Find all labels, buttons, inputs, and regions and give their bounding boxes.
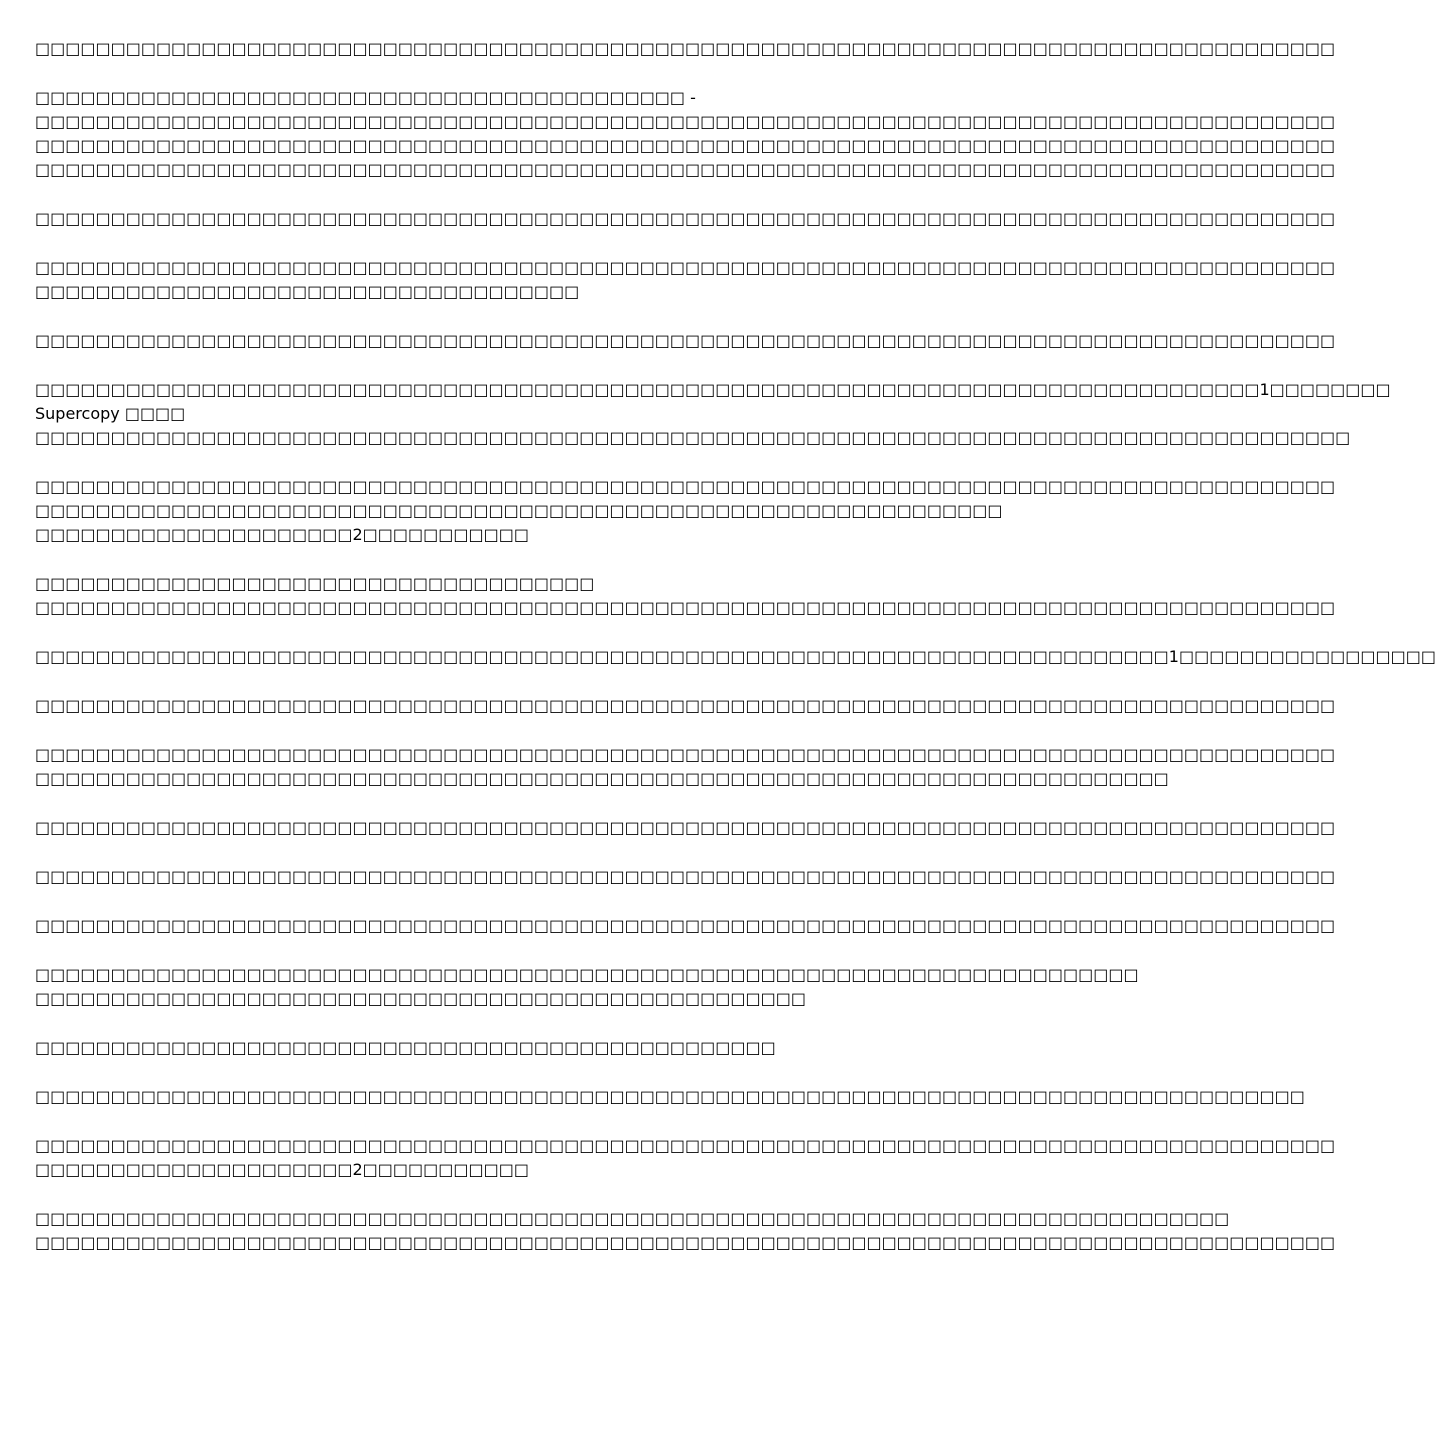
paragraph — [35, 207, 1336, 231]
document-body — [35, 37, 1436, 1280]
paragraph — [35, 1207, 1336, 1255]
paragraph — [35, 37, 1336, 61]
paragraph — [35, 694, 1336, 718]
text-line: □□□□□□□□□□□□□□□□□□□□□□□□□□□□□□□□□□□□□□□□□□□□□□□□□□□□□□□□□□□□□□□□□□□□□□□□□□□□□□□□□□□□□□ — [35, 696, 1336, 715]
text-line: □□□□□□□□□□□□□□□□□□□□□□□□□□□□□□□□□□□□□□□□□□□□□□□□□□□□□□□□□□□□□□□□□□□□□□□□□□□□□□□ — [35, 1209, 1230, 1228]
paragraph — [35, 743, 1336, 791]
text-line: □□□□□□□□□□□□□□□□□□□□□□□□□□□□□□□□□□□□ — [35, 282, 580, 301]
paragraph — [35, 572, 1336, 620]
paragraph — [35, 256, 1336, 304]
paragraph — [35, 378, 1391, 450]
text-line: □□□□□□□□□□□□□□□□□□□□□□□□□□□□□□□□□□□□□□□□□□□□□□□□□□□□□□□□□□□□□□□□□□□□□□□□□□□□□□□□□□□□□□ — [35, 331, 1336, 350]
text-line: □□□□□□□□□□□□□□□□□□□□□□□□□□□□□□□□□□□□□□□□□□□□□□□□□□□□□□□□□□□□□□□□□□□□□□□□□□□□□□□□□□□□□□ — [35, 39, 1336, 58]
text-line: □□□□□□□□□□□□□□□□□□□□□□□□□□□□□□□□□□□□□□□□□□□□□□□□□□□□□□□□□□□□□□□□□□□□□□□□□□□□□□□□□□□□□□ — [35, 745, 1336, 764]
paragraph — [35, 816, 1336, 840]
text-line: □□□□□□□□□□□□□□□□□□□□□□□□□□□□□□□□□□□□□□□□□□□□□□□□□□□□□□□□□□□□□□□□□□□□□□□□□□□□□□□□□□□□□□ — [35, 867, 1336, 886]
text-line: □□□□□□□□□□□□□□□□□□□□□□□□□□□□□□□□□□□□□□□□□□□□□□□□□□□□□□□□□□□□□□□□□□□□□□□□□□□□□□□□□□□□□□ — [35, 916, 1336, 935]
text-line: □□□□□□□□□□□□□□□□□□□□□□□□□□□□□□□□□□□□□□□□□□□□□□□□□□□□□□□□□□□□□□□□□□□□□□□□□ — [35, 965, 1139, 984]
text-line: □□□□□□□□□□□□□□□□□□□□□□□□□□□□□□□□□□□□□□□□□□□□□□□□□□□□□□□□□□□□□□□□□□□□□□□□□□□1□□□□□□□□□□□□□□□□□ — [35, 647, 1436, 666]
paragraph — [35, 1134, 1336, 1182]
text-line: □□□□□□□□□□□□□□□□□□□□□□□□□□□□□□□□□□□□□□□□□□□□□□□□□ — [35, 1038, 776, 1057]
paragraph — [35, 475, 1336, 547]
paragraph — [35, 865, 1336, 889]
text-line: □□□□□□□□□□□□□□□□□□□□□□□□□□□□□□□□□□□□□□□□□□□□□□□□□□□□□□□□□□□□□□□□□□□□□□□□□□□ — [35, 769, 1169, 788]
text-line: □□□□□□□□□□□□□□□□□□□□□□□□□□□□□□□□□□□□□□□□□□□□□□□□□□□□□□□□□□□□□□□□ — [35, 501, 1003, 520]
text-line: □□□□□□□□□□□□□□□□□□□□□□□□□□□□□□□□□□□□□ — [35, 574, 595, 593]
paragraph — [35, 86, 1336, 182]
text-line: □□□□□□□□□□□□□□□□□□□□□□□□□□□□□□□□□□□□□□□□□□□□□□□□□□□□□□□□□□□□□□□□□□□□□□□□□□□□□□□□□□□□□□ — [35, 160, 1336, 179]
text-line: □□□□□□□□□□□□□□□□□□□□□□□□□□□□□□□□□□□□□□□□□□□□□□□□□□□□□□□□□□□□□□□□□□□□□□□□□□□□□□□□□□□□□□ — [35, 209, 1336, 228]
text-line: □□□□□□□□□□□□□□□□□□□□□□□□□□□□□□□□□□□□□□□□□□□□□□□□□□□□□□□□□□□□□□□□□□□□□□□□□□□□□□□□□□□□□□ — [35, 818, 1336, 837]
paragraph — [35, 914, 1336, 938]
text-line: □□□□□□□□□□□□□□□□□□□□□□□□□□□□□□□□□□□□□□□□□□□□□□□□□□□□□□□□□□□□□□□□□□□□□□□□□□□□□□□□□□□□□□ — [35, 1136, 1336, 1155]
text-line: □□□□□□□□□□□□□□□□□□□□□□□□□□□□□□□□□□□□□□□□□□□□□□□□□□□□□□□□□□□□□□□□□□□□□□□□□□□□□□□□□□□□ — [35, 1087, 1305, 1106]
text-line: □□□□□□□□□□□□□□□□□□□□□□□□□□□□□□□□□□□□□□□□□□□□□□□□□□□□□□□□□□□□□□□□□□□□□□□□□□□□□□□□□□□□□□ — [35, 598, 1336, 617]
text-line: □□□□□□□□□□□□□□□□□□□□□2□□□□□□□□□□□ — [35, 1160, 529, 1179]
text-line: □□□□□□□□□□□□□□□□□□□□□2□□□□□□□□□□□ — [35, 525, 529, 544]
text-line: □□□□□□□□□□□□□□□□□□□□□□□□□□□□□□□□□□□□□□□□□□□□□□□□□□□□□□□□□□□□□□□□□□□□□□□□□□□□□□□□□1□□□□□□□□ — [35, 380, 1391, 399]
paragraph — [35, 1085, 1305, 1109]
paragraph — [35, 645, 1436, 669]
text-line: □□□□□□□□□□□□□□□□□□□□□□□□□□□□□□□□□□□□□□□□□□□□□□□□□□□□□□□□□□□□□□□□□□□□□□□□□□□□□□□□□□□□□□ — [35, 136, 1336, 155]
text-line: Supercopy □□□□ — [35, 404, 186, 423]
text-line: □□□□□□□□□□□□□□□□□□□□□□□□□□□□□□□□□□□□□□□□□□□ - — [35, 88, 696, 107]
text-line: □□□□□□□□□□□□□□□□□□□□□□□□□□□□□□□□□□□□□□□□□□□□□□□□□□□□□□□□□□□□□□□□□□□□□□□□□□□□□□□□□□□□□□□ — [35, 428, 1351, 447]
text-line: □□□□□□□□□□□□□□□□□□□□□□□□□□□□□□□□□□□□□□□□□□□□□□□□□□□□□□□□□□□□□□□□□□□□□□□□□□□□□□□□□□□□□□ — [35, 258, 1336, 277]
text-line: □□□□□□□□□□□□□□□□□□□□□□□□□□□□□□□□□□□□□□□□□□□□□□□□□□□□□□□□□□□□□□□□□□□□□□□□□□□□□□□□□□□□□□ — [35, 477, 1336, 496]
paragraph — [35, 963, 1139, 1011]
text-line: □□□□□□□□□□□□□□□□□□□□□□□□□□□□□□□□□□□□□□□□□□□□□□□□□□□ — [35, 989, 806, 1008]
paragraph — [35, 329, 1336, 353]
paragraph — [35, 1036, 990, 1060]
text-line: □□□□□□□□□□□□□□□□□□□□□□□□□□□□□□□□□□□□□□□□□□□□□□□□□□□□□□□□□□□□□□□□□□□□□□□□□□□□□□□□□□□□□□ — [35, 1233, 1336, 1252]
text-line: □□□□□□□□□□□□□□□□□□□□□□□□□□□□□□□□□□□□□□□□□□□□□□□□□□□□□□□□□□□□□□□□□□□□□□□□□□□□□□□□□□□□□□ — [35, 112, 1336, 131]
